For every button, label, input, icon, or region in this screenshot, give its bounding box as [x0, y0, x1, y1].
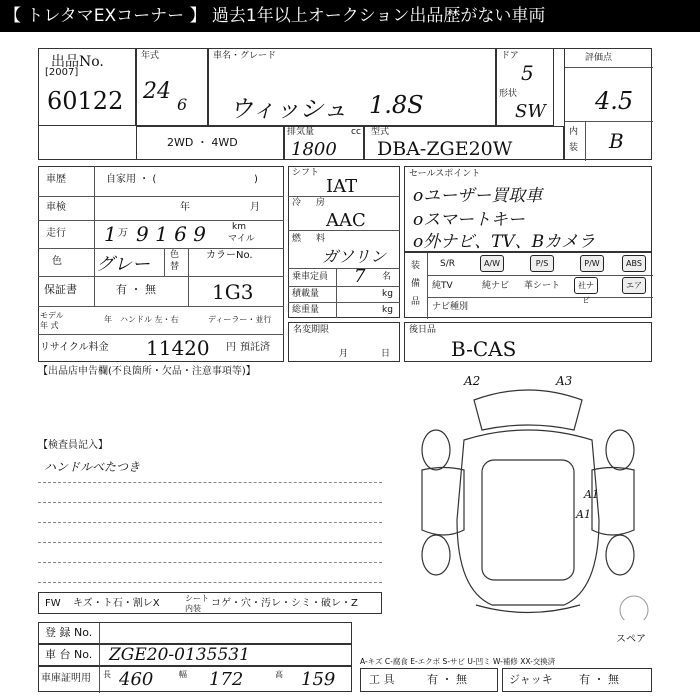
- eq-pw: P/W: [580, 255, 604, 272]
- recycle-value: 11420: [146, 336, 210, 360]
- equipment-label-2: 備: [411, 279, 421, 289]
- month-value: 6: [177, 95, 188, 114]
- name-change-month: 月: [339, 349, 349, 359]
- eq-abs: ABS: [622, 255, 646, 272]
- fw-seat-text: コゲ・穴・汚レ・シミ・破レ・Z: [211, 598, 358, 609]
- selling-point-2: oスマートキー: [413, 210, 525, 230]
- name-change-day: 日: [381, 349, 391, 359]
- history-close: ): [254, 174, 258, 185]
- fw-seat-label-2: 内装: [185, 604, 201, 613]
- inspector-label: 【検査員記入】: [38, 440, 108, 451]
- damage-a2: A2: [464, 374, 481, 388]
- damage-a1-upper: A1: [584, 488, 599, 501]
- damage-a3: A3: [556, 374, 573, 388]
- tools-box: [360, 668, 498, 692]
- vehicle-cert-l: 460: [119, 669, 154, 690]
- year-cell: [136, 48, 208, 126]
- aftermarket-label: 後日品: [409, 325, 437, 335]
- wheel-rear-right: [606, 535, 634, 575]
- model-year-label-1: モデル: [40, 311, 64, 320]
- doors-value: 5: [521, 61, 534, 85]
- warranty-options: 有 ・ 無: [116, 283, 156, 296]
- shape-value: SW: [515, 101, 546, 122]
- color-code-label: カラーNo.: [206, 250, 253, 261]
- model-year-label-2: 年 式: [40, 321, 59, 330]
- mileage-unit-man: 万: [118, 228, 128, 239]
- score-label: 評価点: [585, 53, 613, 63]
- recycle-label: リサイクル料金: [40, 342, 109, 353]
- score-cell: [564, 48, 652, 160]
- aircon-label-1: 冷: [292, 198, 302, 208]
- color-label: 色: [52, 256, 62, 267]
- displacement-label: 排気量: [287, 127, 315, 137]
- car-cabin: [482, 460, 574, 580]
- name-change-label: 名変期限: [293, 325, 330, 335]
- interior-label-2: 装: [569, 143, 579, 153]
- eq-aftermarket-navi: 社ナビ: [574, 277, 598, 294]
- fuel-value: ガソリン: [322, 247, 387, 266]
- banner-title: 【 トレタマEXコーナー 】 過去1年以上オークション出品歴がない車両: [4, 6, 546, 26]
- car-side-left: [422, 468, 464, 536]
- vehicle-cert-label: 車庫証明用: [41, 673, 91, 684]
- tools-options: 有 ・ 無: [427, 673, 467, 686]
- wheel-rear-left: [422, 535, 450, 575]
- inspection-month: 月: [250, 202, 260, 213]
- chassis-label: 車 台 No.: [45, 648, 93, 661]
- capacity-label: 乗車定員: [292, 272, 329, 282]
- fuel-label-2: 料: [316, 234, 326, 244]
- warranty-label: 保証書: [44, 283, 77, 296]
- car-diagram: [404, 370, 652, 620]
- car-roof-outline: [474, 390, 582, 430]
- mileage-unit-mile: マイル: [228, 234, 255, 244]
- eq-sr: S/R: [440, 259, 455, 269]
- color-value: グレー: [96, 254, 150, 275]
- vehicle-cert-box: [38, 666, 352, 692]
- registration-label: 登 録 No.: [45, 626, 93, 639]
- score-value: 4.5: [595, 87, 634, 115]
- vehicle-cert-w-label: 幅: [179, 670, 187, 679]
- aftermarket-value: B-CAS: [451, 337, 517, 361]
- shift-value: IAT: [326, 176, 358, 197]
- spare-tire-icon: [620, 596, 648, 620]
- mileage-rest: 9 1 6 9: [136, 222, 206, 246]
- car-front-grill: [476, 605, 580, 613]
- model-year-dealer: ディーラー・並行: [208, 315, 272, 324]
- year-label: 年式: [141, 51, 160, 61]
- car-side-right: [592, 468, 634, 536]
- model-year-handle: ハンドル 左・右: [120, 315, 179, 324]
- drive-cell: [136, 126, 284, 160]
- eq-tv: 純TV: [432, 281, 453, 291]
- eq-aw: A/W: [480, 255, 504, 272]
- selling-points-label: セールスポイント: [409, 169, 481, 179]
- vehicle-cert-w: 172: [209, 669, 244, 690]
- drive-label: 2WD ・ 4WD: [167, 136, 238, 149]
- chassis-value: ZGE20-0135531: [109, 645, 250, 665]
- fw-seat-label-1: シート: [185, 594, 209, 603]
- tools-label: 工 具: [369, 673, 395, 686]
- seller-notes-label: 【出品店申告欄(不良箇所・欠品・注意事項等)】: [38, 366, 256, 377]
- registration-box: [38, 622, 352, 644]
- lot-label: 出品No.: [51, 54, 104, 70]
- interior-label-1: 内: [569, 127, 579, 137]
- year-value: 24: [143, 79, 171, 104]
- equipment-label-3: 品: [411, 297, 421, 307]
- fw-text: キズ・ト石・割レX: [73, 598, 160, 609]
- mileage-unit-km: km: [232, 222, 246, 232]
- jack-label: ジャッキ: [509, 673, 553, 686]
- history-label: 車歴: [46, 174, 66, 185]
- interior-value: B: [609, 129, 624, 153]
- doors-label: ドア: [501, 51, 519, 61]
- capacity-value: 7: [354, 266, 366, 287]
- vehicle-cert-h: 159: [301, 669, 336, 690]
- equipment-label-1: 装: [411, 261, 421, 271]
- aircon-value: AAC: [326, 210, 366, 231]
- gross-label: 総重量: [292, 305, 320, 315]
- gross-unit: kg: [382, 305, 393, 315]
- load-label: 積載量: [292, 289, 320, 299]
- model-year-year: 年: [104, 315, 112, 324]
- damage-a1-lower: A1: [576, 508, 591, 521]
- fuel-label-1: 燃: [292, 234, 302, 244]
- color-code-value: 1G3: [212, 280, 254, 304]
- aftermarket-box: [404, 322, 652, 362]
- shape-label: 形状: [499, 89, 518, 99]
- spare-label: スペア: [616, 634, 646, 645]
- inspection-year: 年: [180, 202, 190, 213]
- jack-box: [502, 668, 652, 692]
- eq-leather: 革シート: [524, 281, 561, 291]
- selling-points-box: [404, 166, 652, 252]
- wheel-front-left: [422, 430, 450, 470]
- banner: [0, 0, 700, 32]
- jack-options: 有 ・ 無: [579, 673, 619, 686]
- vehicle-cert-h-label: 高: [275, 670, 283, 679]
- lot-box: [38, 48, 136, 126]
- selling-point-3: o外ナビ、TV、Bカメラ: [413, 232, 596, 252]
- shift-label: シフト: [292, 168, 320, 178]
- model-name: ウィッシュ: [229, 95, 348, 123]
- displacement-value: 1800: [291, 139, 337, 160]
- chassis-box: [38, 644, 352, 666]
- color-change-label-1: 色: [170, 250, 180, 260]
- type-cell: [364, 126, 564, 160]
- history-options: 自家用 ・ (: [106, 174, 157, 185]
- grade-value: 1.8S: [369, 91, 424, 119]
- name-label: 車名・グレード: [213, 51, 277, 61]
- capacity-unit: 名: [382, 272, 392, 282]
- eq-navi: 純ナビ: [482, 281, 510, 291]
- fw-box: [38, 592, 382, 614]
- recycle-unit: 円: [226, 342, 236, 353]
- aircon-label-2: 房: [316, 198, 326, 208]
- displacement-unit: cc: [351, 127, 361, 137]
- lot-number: 60122: [47, 87, 124, 115]
- type-label: 型式: [371, 127, 390, 137]
- doors-cell: [496, 48, 554, 126]
- name-cell: [208, 48, 496, 126]
- name-change-cell: [288, 322, 400, 362]
- mileage-man-digit: 1: [104, 222, 117, 246]
- recycle-deposit: 預託済: [240, 342, 270, 353]
- damage-legend: A-キズ C-腐食 E-エクボ S-サビ U-凹ミ W-補修 XX-交換済: [360, 657, 556, 666]
- inspector-note: ハンドルべたつき: [44, 460, 141, 474]
- load-unit: kg: [382, 289, 393, 299]
- fw-label: FW: [45, 598, 61, 609]
- eq-air: エア: [622, 277, 646, 294]
- color-change-label-2: 替: [170, 262, 180, 272]
- inspection-label: 車検: [46, 202, 66, 213]
- eq-ps: P/S: [530, 255, 554, 272]
- navi-type-label: ナビ種別: [432, 302, 469, 312]
- wheel-front-right: [606, 430, 634, 470]
- vehicle-cert-l-label: 長: [103, 670, 111, 679]
- mileage-label: 走行: [46, 228, 66, 239]
- displacement-cell: [284, 126, 364, 160]
- model-code: DBA-ZGE20W: [377, 138, 513, 160]
- selling-point-1: oユーザー買取車: [413, 186, 543, 206]
- lot-code: [2007]: [45, 67, 79, 78]
